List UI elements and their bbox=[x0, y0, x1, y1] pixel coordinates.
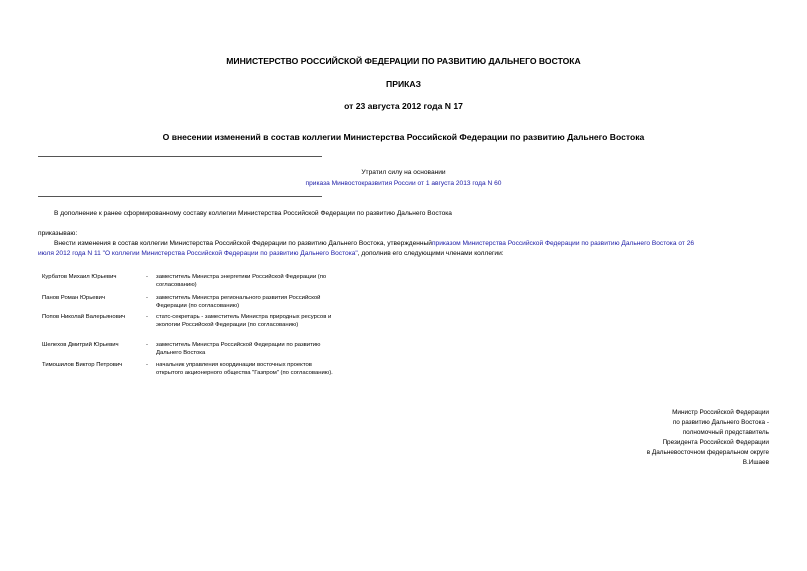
member-dash: - bbox=[146, 314, 148, 320]
date-number-heading: от 23 августа 2012 года N 17 bbox=[344, 101, 463, 111]
member-name: Тимошилов Виктор Петрович bbox=[42, 362, 123, 368]
prikazyvayu-text: приказываю: bbox=[38, 230, 78, 237]
status-line: Утратил силу на основании bbox=[361, 169, 446, 176]
doc-type-heading: ПРИКАЗ bbox=[386, 79, 421, 89]
member-name: Попов Николай Валерьянович bbox=[42, 314, 126, 320]
divider-bottom bbox=[38, 196, 322, 197]
status-link[interactable]: приказа Минвостокразвития России от 1 августа 2013 года N 60 bbox=[305, 180, 502, 187]
member-name: Курбатов Михаил Юрьевич bbox=[42, 274, 117, 280]
signature-line: по развитию Дальнего Востока - bbox=[672, 419, 769, 426]
document-title: О внесении изменений в состав коллегии Министерства Российской Федерации по развитию Дальнего Востока bbox=[162, 132, 645, 142]
divider-top bbox=[38, 156, 322, 157]
order-paragraph-line2 bbox=[38, 249, 504, 258]
ministry-heading: МИНИСТЕРСТВО РОССИЙСКОЙ ФЕДЕРАЦИИ ПО РАЗВИТИЮ ДАЛЬНЕГО ВОСТОКА bbox=[226, 56, 581, 66]
order-paragraph-end: , дополнив его следующими членами коллегии: bbox=[357, 250, 504, 257]
member-role: заместитель Министра энергетики Российской Федерации (по согласованию) bbox=[156, 274, 327, 288]
intro-paragraph: В дополнение к ранее сформированному составу коллегии Министерства Российской Федерации по развитию Дальнего Востока bbox=[54, 210, 452, 217]
member-role: начальник управления координации восточных проектов открытого акционерного общества "Газпром" (по согласованию). bbox=[156, 362, 333, 376]
order-reference-link-part1[interactable]: приказом Министерства Российской Федерации по развитию Дальнего Востока от 26 bbox=[431, 240, 695, 247]
signature-name: В.Ишаев bbox=[742, 459, 769, 466]
order-paragraph-start: Внести изменения в состав коллегии Министерства Российской Федерации по развитию Дальнего Востока, утвержденный bbox=[54, 240, 432, 247]
member-role: статс-секретарь - заместитель Министра природных ресурсов и экологии Российской Федерации (по согласованию) bbox=[156, 314, 332, 328]
order-reference-link-part2[interactable]: июля 2012 года N 11 "О коллегии Министерства Российской Федерации по развитию Дальнего Востока" bbox=[38, 250, 358, 257]
signature-line: Президента Российской Федерации bbox=[662, 439, 769, 446]
member-role: заместитель Министра регионального развития Российской Федерации (по согласованию) bbox=[156, 295, 321, 309]
signature-line: в Дальневосточном федеральном округе bbox=[646, 449, 769, 456]
member-dash: - bbox=[146, 295, 148, 301]
signature-line: полномочный представитель bbox=[682, 429, 769, 436]
member-role: заместитель Министра Российской Федерации по развитию Дальнего Востока bbox=[156, 342, 321, 356]
order-paragraph-line1 bbox=[54, 239, 694, 248]
member-dash: - bbox=[146, 274, 148, 280]
member-name: Шелехов Дмитрий Юрьевич bbox=[42, 342, 119, 348]
signature-line: Министр Российской Федерации bbox=[672, 409, 769, 416]
member-dash: - bbox=[146, 362, 148, 368]
member-dash: - bbox=[146, 342, 148, 348]
member-name: Панов Роман Юрьевич bbox=[42, 295, 106, 301]
